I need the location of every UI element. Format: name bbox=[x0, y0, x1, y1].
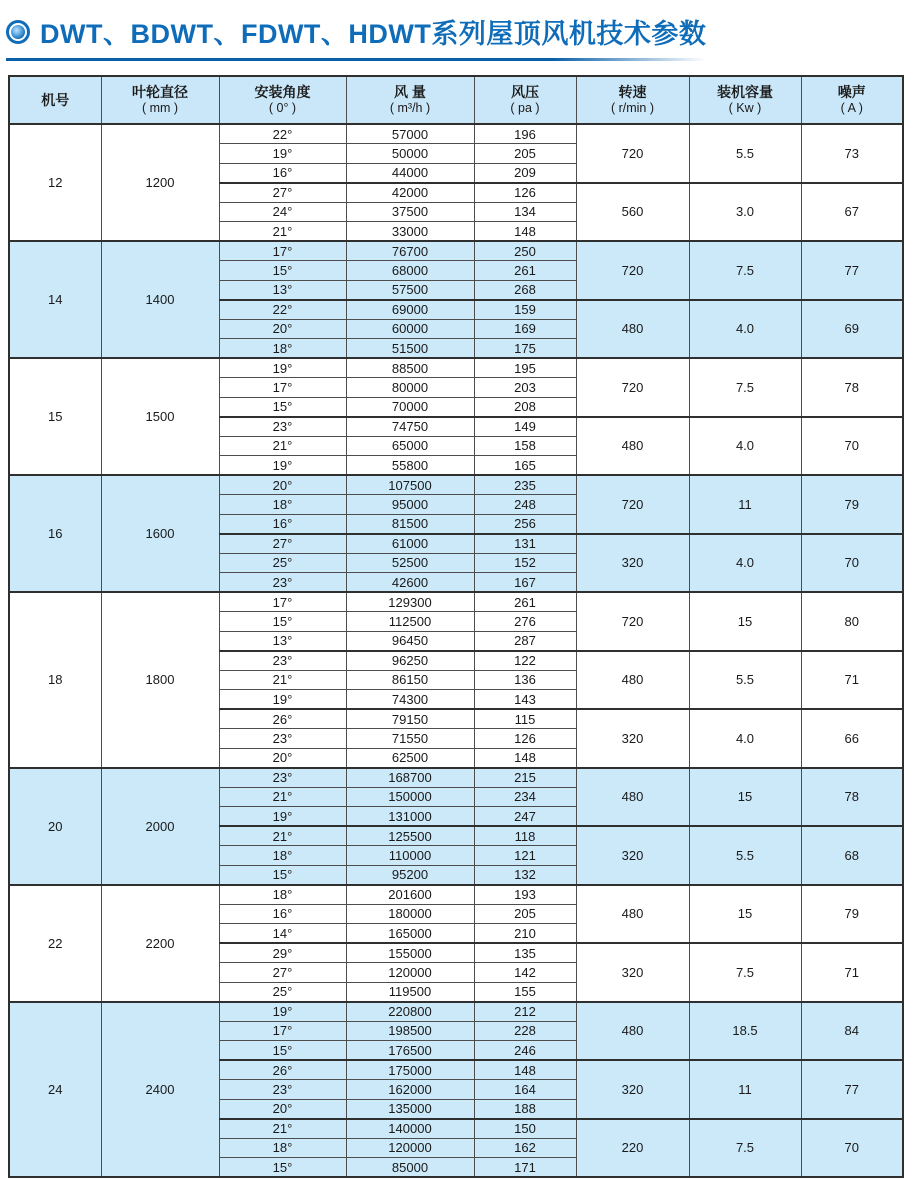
airflow-cell: 135000 bbox=[346, 1099, 474, 1119]
power-cell: 3.0 bbox=[689, 183, 801, 242]
pressure-cell: 228 bbox=[474, 1021, 576, 1041]
power-cell: 7.5 bbox=[689, 241, 801, 300]
noise-cell: 80 bbox=[801, 592, 903, 651]
airflow-cell: 155000 bbox=[346, 943, 474, 963]
airflow-cell: 175000 bbox=[346, 1060, 474, 1080]
pressure-cell: 164 bbox=[474, 1080, 576, 1100]
speed-cell: 720 bbox=[576, 475, 689, 534]
power-cell: 5.5 bbox=[689, 651, 801, 710]
noise-cell: 77 bbox=[801, 241, 903, 300]
airflow-cell: 76700 bbox=[346, 241, 474, 261]
angle-cell: 19° bbox=[219, 807, 346, 827]
speed-cell: 480 bbox=[576, 651, 689, 710]
power-cell: 11 bbox=[689, 1060, 801, 1119]
title-underline bbox=[6, 58, 706, 61]
angle-cell: 21° bbox=[219, 670, 346, 690]
airflow-cell: 220800 bbox=[346, 1002, 474, 1022]
diameter-cell: 2000 bbox=[101, 768, 219, 885]
airflow-cell: 95000 bbox=[346, 495, 474, 515]
airflow-cell: 201600 bbox=[346, 885, 474, 905]
angle-cell: 21° bbox=[219, 436, 346, 456]
airflow-cell: 74300 bbox=[346, 690, 474, 710]
column-header: 叶轮直径 ( mm ) bbox=[101, 76, 219, 124]
pressure-cell: 276 bbox=[474, 612, 576, 632]
airflow-cell: 60000 bbox=[346, 319, 474, 339]
airflow-cell: 65000 bbox=[346, 436, 474, 456]
speed-cell: 480 bbox=[576, 885, 689, 944]
pressure-cell: 149 bbox=[474, 417, 576, 437]
airflow-cell: 52500 bbox=[346, 553, 474, 573]
angle-cell: 19° bbox=[219, 144, 346, 164]
airflow-cell: 68000 bbox=[346, 261, 474, 281]
airflow-cell: 55800 bbox=[346, 456, 474, 476]
angle-cell: 17° bbox=[219, 1021, 346, 1041]
column-header: 风压 ( pa ) bbox=[474, 76, 576, 124]
airflow-cell: 44000 bbox=[346, 163, 474, 183]
pressure-cell: 196 bbox=[474, 124, 576, 144]
speed-cell: 320 bbox=[576, 1060, 689, 1119]
pressure-cell: 155 bbox=[474, 982, 576, 1002]
angle-cell: 14° bbox=[219, 924, 346, 944]
pressure-cell: 261 bbox=[474, 592, 576, 612]
angle-cell: 25° bbox=[219, 553, 346, 573]
noise-cell: 77 bbox=[801, 1060, 903, 1119]
noise-cell: 67 bbox=[801, 183, 903, 242]
airflow-cell: 125500 bbox=[346, 826, 474, 846]
airflow-cell: 198500 bbox=[346, 1021, 474, 1041]
power-cell: 5.5 bbox=[689, 124, 801, 183]
pressure-cell: 115 bbox=[474, 709, 576, 729]
speed-cell: 720 bbox=[576, 592, 689, 651]
pressure-cell: 193 bbox=[474, 885, 576, 905]
model-cell: 24 bbox=[9, 1002, 101, 1178]
pressure-cell: 126 bbox=[474, 729, 576, 749]
airflow-cell: 110000 bbox=[346, 846, 474, 866]
power-cell: 7.5 bbox=[689, 1119, 801, 1178]
pressure-cell: 169 bbox=[474, 319, 576, 339]
airflow-cell: 107500 bbox=[346, 475, 474, 495]
pressure-cell: 148 bbox=[474, 748, 576, 768]
table-row bbox=[9, 124, 903, 144]
table-header bbox=[9, 76, 903, 124]
angle-cell: 18° bbox=[219, 495, 346, 515]
angle-cell: 23° bbox=[219, 651, 346, 671]
noise-cell: 71 bbox=[801, 943, 903, 1002]
speed-cell: 480 bbox=[576, 300, 689, 359]
power-cell: 4.0 bbox=[689, 534, 801, 593]
noise-cell: 69 bbox=[801, 300, 903, 359]
angle-cell: 20° bbox=[219, 319, 346, 339]
angle-cell: 18° bbox=[219, 885, 346, 905]
power-cell: 7.5 bbox=[689, 358, 801, 417]
airflow-cell: 57000 bbox=[346, 124, 474, 144]
angle-cell: 21° bbox=[219, 826, 346, 846]
pressure-cell: 159 bbox=[474, 300, 576, 320]
pressure-cell: 135 bbox=[474, 943, 576, 963]
speed-cell: 220 bbox=[576, 1119, 689, 1178]
angle-cell: 18° bbox=[219, 339, 346, 359]
airflow-cell: 119500 bbox=[346, 982, 474, 1002]
angle-cell: 16° bbox=[219, 163, 346, 183]
speed-cell: 480 bbox=[576, 768, 689, 827]
noise-cell: 71 bbox=[801, 651, 903, 710]
model-cell: 22 bbox=[9, 885, 101, 1002]
pressure-cell: 126 bbox=[474, 183, 576, 203]
noise-cell: 78 bbox=[801, 768, 903, 827]
angle-cell: 16° bbox=[219, 904, 346, 924]
pressure-cell: 118 bbox=[474, 826, 576, 846]
airflow-cell: 80000 bbox=[346, 378, 474, 398]
noise-cell: 68 bbox=[801, 826, 903, 885]
airflow-cell: 96450 bbox=[346, 631, 474, 651]
angle-cell: 24° bbox=[219, 202, 346, 222]
speed-cell: 720 bbox=[576, 358, 689, 417]
pressure-cell: 212 bbox=[474, 1002, 576, 1022]
angle-cell: 27° bbox=[219, 534, 346, 554]
speed-cell: 320 bbox=[576, 826, 689, 885]
table-row bbox=[9, 358, 903, 378]
airflow-cell: 57500 bbox=[346, 280, 474, 300]
diameter-cell: 1400 bbox=[101, 241, 219, 358]
power-cell: 4.0 bbox=[689, 709, 801, 768]
airflow-cell: 120000 bbox=[346, 963, 474, 983]
pressure-cell: 143 bbox=[474, 690, 576, 710]
airflow-cell: 96250 bbox=[346, 651, 474, 671]
airflow-cell: 81500 bbox=[346, 514, 474, 534]
angle-cell: 21° bbox=[219, 787, 346, 807]
angle-cell: 19° bbox=[219, 690, 346, 710]
airflow-cell: 88500 bbox=[346, 358, 474, 378]
angle-cell: 18° bbox=[219, 846, 346, 866]
angle-cell: 15° bbox=[219, 397, 346, 417]
pressure-cell: 188 bbox=[474, 1099, 576, 1119]
noise-cell: 84 bbox=[801, 1002, 903, 1061]
pressure-cell: 210 bbox=[474, 924, 576, 944]
angle-cell: 23° bbox=[219, 573, 346, 593]
model-cell: 14 bbox=[9, 241, 101, 358]
table-row bbox=[9, 1002, 903, 1022]
table-body bbox=[9, 124, 903, 1177]
pressure-cell: 209 bbox=[474, 163, 576, 183]
model-cell: 12 bbox=[9, 124, 101, 241]
pressure-cell: 148 bbox=[474, 222, 576, 242]
angle-cell: 18° bbox=[219, 1138, 346, 1158]
power-cell: 18.5 bbox=[689, 1002, 801, 1061]
pressure-cell: 208 bbox=[474, 397, 576, 417]
power-cell: 11 bbox=[689, 475, 801, 534]
model-cell: 15 bbox=[9, 358, 101, 475]
angle-cell: 15° bbox=[219, 1158, 346, 1178]
pressure-cell: 171 bbox=[474, 1158, 576, 1178]
noise-cell: 79 bbox=[801, 885, 903, 944]
table-row bbox=[9, 885, 903, 905]
fan-spec-table bbox=[8, 75, 904, 1178]
pressure-cell: 246 bbox=[474, 1041, 576, 1061]
pressure-cell: 150 bbox=[474, 1119, 576, 1139]
noise-cell: 70 bbox=[801, 534, 903, 593]
table-row bbox=[9, 592, 903, 612]
pressure-cell: 132 bbox=[474, 865, 576, 885]
airflow-cell: 50000 bbox=[346, 144, 474, 164]
airflow-cell: 112500 bbox=[346, 612, 474, 632]
angle-cell: 15° bbox=[219, 612, 346, 632]
airflow-cell: 131000 bbox=[346, 807, 474, 827]
angle-cell: 23° bbox=[219, 768, 346, 788]
angle-cell: 17° bbox=[219, 241, 346, 261]
angle-cell: 13° bbox=[219, 631, 346, 651]
airflow-cell: 71550 bbox=[346, 729, 474, 749]
pressure-cell: 261 bbox=[474, 261, 576, 281]
page-title: DWT、BDWT、FDWT、HDWT系列屋顶风机技术参数 bbox=[40, 19, 707, 49]
airflow-cell: 37500 bbox=[346, 202, 474, 222]
model-cell: 16 bbox=[9, 475, 101, 592]
column-header: 转速 ( r/min ) bbox=[576, 76, 689, 124]
power-cell: 5.5 bbox=[689, 826, 801, 885]
pressure-cell: 134 bbox=[474, 202, 576, 222]
pressure-cell: 205 bbox=[474, 144, 576, 164]
airflow-cell: 140000 bbox=[346, 1119, 474, 1139]
diameter-cell: 1800 bbox=[101, 592, 219, 768]
pressure-cell: 268 bbox=[474, 280, 576, 300]
pressure-cell: 122 bbox=[474, 651, 576, 671]
pressure-cell: 162 bbox=[474, 1138, 576, 1158]
airflow-cell: 42000 bbox=[346, 183, 474, 203]
angle-cell: 27° bbox=[219, 183, 346, 203]
speed-cell: 320 bbox=[576, 943, 689, 1002]
airflow-cell: 62500 bbox=[346, 748, 474, 768]
column-header: 风 量 ( m³/h ) bbox=[346, 76, 474, 124]
pressure-cell: 247 bbox=[474, 807, 576, 827]
pressure-cell: 131 bbox=[474, 534, 576, 554]
angle-cell: 21° bbox=[219, 222, 346, 242]
speed-cell: 720 bbox=[576, 124, 689, 183]
angle-cell: 20° bbox=[219, 748, 346, 768]
column-header: 噪声 ( A ) bbox=[801, 76, 903, 124]
pressure-cell: 136 bbox=[474, 670, 576, 690]
angle-cell: 15° bbox=[219, 865, 346, 885]
angle-cell: 22° bbox=[219, 124, 346, 144]
noise-cell: 66 bbox=[801, 709, 903, 768]
angle-cell: 16° bbox=[219, 514, 346, 534]
angle-cell: 20° bbox=[219, 475, 346, 495]
pressure-cell: 142 bbox=[474, 963, 576, 983]
diameter-cell: 1600 bbox=[101, 475, 219, 592]
angle-cell: 19° bbox=[219, 1002, 346, 1022]
pressure-cell: 250 bbox=[474, 241, 576, 261]
angle-cell: 29° bbox=[219, 943, 346, 963]
pressure-cell: 195 bbox=[474, 358, 576, 378]
column-header: 安装角度 ( 0° ) bbox=[219, 76, 346, 124]
airflow-cell: 33000 bbox=[346, 222, 474, 242]
speed-cell: 720 bbox=[576, 241, 689, 300]
diameter-cell: 1500 bbox=[101, 358, 219, 475]
pressure-cell: 256 bbox=[474, 514, 576, 534]
title-section bbox=[6, 12, 904, 61]
pressure-cell: 121 bbox=[474, 846, 576, 866]
airflow-cell: 85000 bbox=[346, 1158, 474, 1178]
speed-cell: 560 bbox=[576, 183, 689, 242]
angle-cell: 26° bbox=[219, 709, 346, 729]
angle-cell: 15° bbox=[219, 261, 346, 281]
airflow-cell: 120000 bbox=[346, 1138, 474, 1158]
pressure-cell: 203 bbox=[474, 378, 576, 398]
diameter-cell: 2200 bbox=[101, 885, 219, 1002]
noise-cell: 73 bbox=[801, 124, 903, 183]
airflow-cell: 74750 bbox=[346, 417, 474, 437]
power-cell: 4.0 bbox=[689, 300, 801, 359]
angle-cell: 27° bbox=[219, 963, 346, 983]
pressure-cell: 287 bbox=[474, 631, 576, 651]
table-row bbox=[9, 475, 903, 495]
pressure-cell: 167 bbox=[474, 573, 576, 593]
pressure-cell: 235 bbox=[474, 475, 576, 495]
airflow-cell: 69000 bbox=[346, 300, 474, 320]
power-cell: 15 bbox=[689, 885, 801, 944]
angle-cell: 19° bbox=[219, 358, 346, 378]
airflow-cell: 176500 bbox=[346, 1041, 474, 1061]
angle-cell: 19° bbox=[219, 456, 346, 476]
diameter-cell: 2400 bbox=[101, 1002, 219, 1178]
airflow-cell: 129300 bbox=[346, 592, 474, 612]
pressure-cell: 205 bbox=[474, 904, 576, 924]
pressure-cell: 248 bbox=[474, 495, 576, 515]
angle-cell: 25° bbox=[219, 982, 346, 1002]
airflow-cell: 70000 bbox=[346, 397, 474, 417]
angle-cell: 15° bbox=[219, 1041, 346, 1061]
noise-cell: 70 bbox=[801, 417, 903, 476]
airflow-cell: 150000 bbox=[346, 787, 474, 807]
angle-cell: 26° bbox=[219, 1060, 346, 1080]
power-cell: 15 bbox=[689, 768, 801, 827]
pressure-cell: 148 bbox=[474, 1060, 576, 1080]
column-header: 装机容量 ( Kw ) bbox=[689, 76, 801, 124]
pressure-cell: 175 bbox=[474, 339, 576, 359]
angle-cell: 17° bbox=[219, 378, 346, 398]
airflow-cell: 95200 bbox=[346, 865, 474, 885]
power-cell: 4.0 bbox=[689, 417, 801, 476]
airflow-cell: 165000 bbox=[346, 924, 474, 944]
airflow-cell: 42600 bbox=[346, 573, 474, 593]
angle-cell: 23° bbox=[219, 1080, 346, 1100]
angle-cell: 22° bbox=[219, 300, 346, 320]
power-cell: 7.5 bbox=[689, 943, 801, 1002]
airflow-cell: 61000 bbox=[346, 534, 474, 554]
column-header: 机号 bbox=[9, 76, 101, 124]
noise-cell: 78 bbox=[801, 358, 903, 417]
power-cell: 15 bbox=[689, 592, 801, 651]
model-cell: 20 bbox=[9, 768, 101, 885]
angle-cell: 23° bbox=[219, 417, 346, 437]
angle-cell: 20° bbox=[219, 1099, 346, 1119]
pressure-cell: 234 bbox=[474, 787, 576, 807]
speed-cell: 480 bbox=[576, 417, 689, 476]
table-row bbox=[9, 768, 903, 788]
diameter-cell: 1200 bbox=[101, 124, 219, 241]
pressure-cell: 165 bbox=[474, 456, 576, 476]
pressure-cell: 152 bbox=[474, 553, 576, 573]
airflow-cell: 168700 bbox=[346, 768, 474, 788]
model-cell: 18 bbox=[9, 592, 101, 768]
noise-cell: 70 bbox=[801, 1119, 903, 1178]
concentric-circle-icon bbox=[6, 20, 30, 44]
table-row bbox=[9, 241, 903, 261]
noise-cell: 79 bbox=[801, 475, 903, 534]
angle-cell: 23° bbox=[219, 729, 346, 749]
airflow-cell: 51500 bbox=[346, 339, 474, 359]
airflow-cell: 180000 bbox=[346, 904, 474, 924]
angle-cell: 17° bbox=[219, 592, 346, 612]
airflow-cell: 86150 bbox=[346, 670, 474, 690]
speed-cell: 320 bbox=[576, 534, 689, 593]
angle-cell: 13° bbox=[219, 280, 346, 300]
speed-cell: 320 bbox=[576, 709, 689, 768]
speed-cell: 480 bbox=[576, 1002, 689, 1061]
pressure-cell: 215 bbox=[474, 768, 576, 788]
pressure-cell: 158 bbox=[474, 436, 576, 456]
airflow-cell: 162000 bbox=[346, 1080, 474, 1100]
angle-cell: 21° bbox=[219, 1119, 346, 1139]
airflow-cell: 79150 bbox=[346, 709, 474, 729]
